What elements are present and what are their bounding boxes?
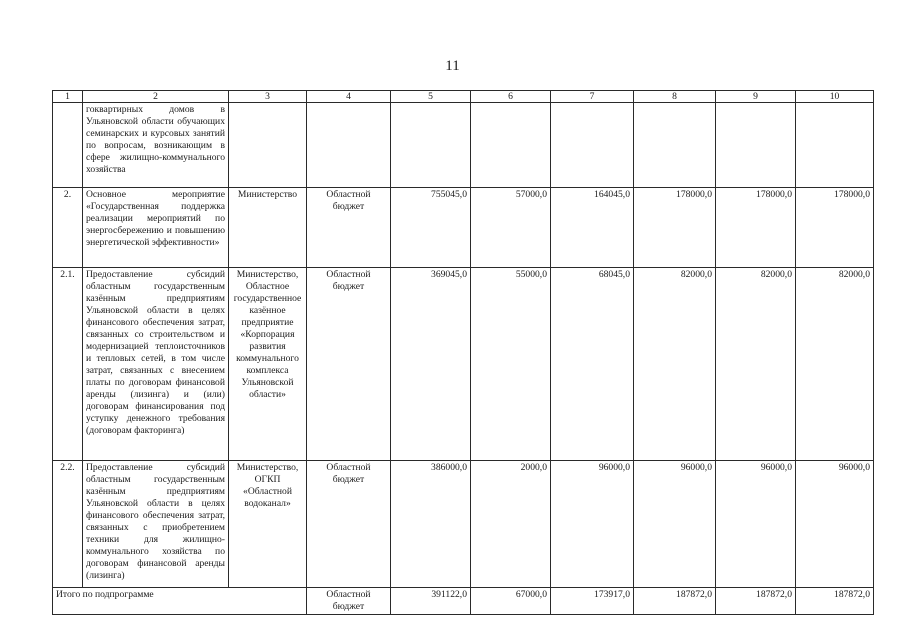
table-header-row xyxy=(53,91,874,103)
amount-cell xyxy=(471,103,551,188)
amount-cell: 2000,0 xyxy=(471,461,551,588)
table-row xyxy=(53,188,874,268)
amount-cell: 55000,0 xyxy=(471,268,551,461)
row-number: 2.2. xyxy=(53,461,83,588)
total-amount-cell: 187872,0 xyxy=(796,588,874,615)
total-label: Итого по подпрограмме xyxy=(53,588,307,615)
row-number: 2.1. xyxy=(53,268,83,461)
total-amount-cell: 67000,0 xyxy=(471,588,551,615)
amount-cell xyxy=(796,103,874,188)
amount-cell: 96000,0 xyxy=(716,461,796,588)
funding-source-cell: Областной бюджет xyxy=(307,188,391,268)
amount-cell: 178000,0 xyxy=(796,188,874,268)
column-header: 4 xyxy=(307,91,391,103)
page-number: 11 xyxy=(445,58,460,74)
row-number: 2. xyxy=(53,188,83,268)
executor-cell xyxy=(229,103,307,188)
budget-table xyxy=(52,90,874,615)
amount-cell: 96000,0 xyxy=(796,461,874,588)
total-amount-cell: 173917,0 xyxy=(551,588,634,615)
funding-source-cell: Областной бюджет xyxy=(307,268,391,461)
column-header: 10 xyxy=(796,91,874,103)
amount-cell: 96000,0 xyxy=(551,461,634,588)
column-header: 6 xyxy=(471,91,551,103)
table-row xyxy=(53,103,874,188)
total-amount-cell: 187872,0 xyxy=(634,588,716,615)
amount-cell: 178000,0 xyxy=(634,188,716,268)
amount-cell: 164045,0 xyxy=(551,188,634,268)
amount-cell: 82000,0 xyxy=(796,268,874,461)
amount-cell xyxy=(391,103,471,188)
activity-description: Предоставление субсидий областным государственным казённым предприятиям Ульяновской области в целях финансового обеспечения затрат, связанных с приобретением техники для жилищно-коммунального хозяйства по договорам финансовой аренды (лизинга) xyxy=(83,461,229,588)
amount-cell: 386000,0 xyxy=(391,461,471,588)
table-row xyxy=(53,268,874,461)
total-amount-cell: 187872,0 xyxy=(716,588,796,615)
amount-cell: 82000,0 xyxy=(634,268,716,461)
amount-cell: 369045,0 xyxy=(391,268,471,461)
column-header: 2 xyxy=(83,91,229,103)
table-row xyxy=(53,461,874,588)
activity-description: Предоставление субсидий областным государственным казённым предприятиям Ульяновской области в целях финансового обеспечения затрат, связанных со строительством и модернизацией теплоисточников и тепловых сетей, в том числе затрат, связанных с внесением платы по договорам финансовой аренды (лизинга) и (или) договорам финансирования под уступку денежного требования (договорам факторинга) xyxy=(83,268,229,461)
column-header: 1 xyxy=(53,91,83,103)
column-header: 7 xyxy=(551,91,634,103)
executor-cell: Министерство, Областное государственное казённое предприятие «Корпорация развития коммунального комплекса Ульяновской области» xyxy=(229,268,307,461)
activity-description: гоквартирных домов в Ульяновской области обучающих семинарских и курсовых занятий по вопросам, возникающим в сфере жилищно-коммунального хозяйства xyxy=(83,103,229,188)
total-amount-cell: 391122,0 xyxy=(391,588,471,615)
amount-cell xyxy=(551,103,634,188)
amount-cell xyxy=(716,103,796,188)
executor-cell: Министерство xyxy=(229,188,307,268)
funding-source-cell: Областной бюджет xyxy=(307,588,391,615)
amount-cell xyxy=(634,103,716,188)
total-row xyxy=(53,588,874,615)
activity-description: Основное мероприятие «Государственная поддержка реализации мероприятий по энергосбережению и повышению энергетической эффективности» xyxy=(83,188,229,268)
amount-cell: 57000,0 xyxy=(471,188,551,268)
funding-source-cell xyxy=(307,103,391,188)
amount-cell: 68045,0 xyxy=(551,268,634,461)
amount-cell: 178000,0 xyxy=(716,188,796,268)
row-number xyxy=(53,103,83,188)
column-header: 5 xyxy=(391,91,471,103)
funding-source-cell: Областной бюджет xyxy=(307,461,391,588)
column-header: 9 xyxy=(716,91,796,103)
executor-cell: Министерство, ОГКП «Областной водоканал» xyxy=(229,461,307,588)
amount-cell: 96000,0 xyxy=(634,461,716,588)
amount-cell: 755045,0 xyxy=(391,188,471,268)
column-header: 3 xyxy=(229,91,307,103)
column-header: 8 xyxy=(634,91,716,103)
amount-cell: 82000,0 xyxy=(716,268,796,461)
